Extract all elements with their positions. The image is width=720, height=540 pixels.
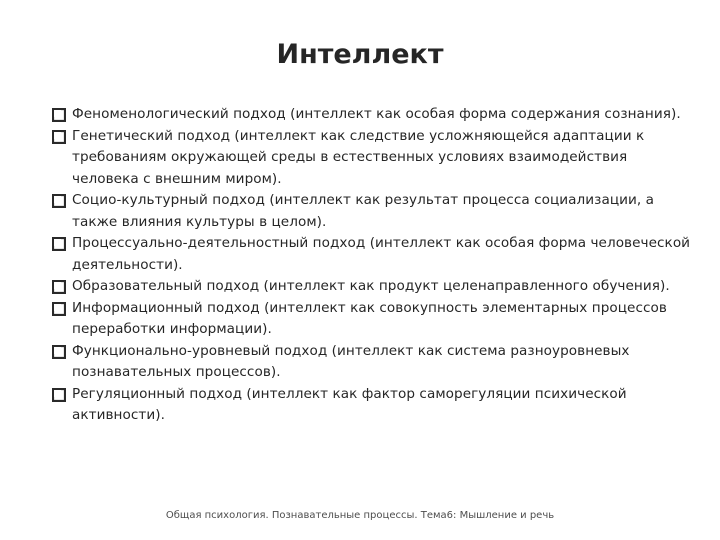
bullet-item: [52, 384, 697, 427]
checkbox-square-icon: [52, 237, 66, 251]
bullet-item: [52, 233, 697, 276]
bullet-item: [52, 341, 697, 384]
bullet-text: Информационный подход (интеллект как совокупность элементарных процессов переработки информации).: [72, 299, 667, 337]
checkbox-square-icon: [52, 130, 66, 144]
checkbox-square-icon: [52, 194, 66, 208]
slide-footer: Общая психология. Познавательные процессы. Тема6: Мышление и речь: [165, 510, 555, 521]
bullet-text: Социо-культурный подход (интеллект как результат процесса социализации, а также влияния культуры в целом).: [72, 192, 655, 230]
bullet-text: Процессуально-деятельностный подход (интеллект как особая форма человеческой деятельности).: [72, 235, 691, 273]
bullet-item: [52, 126, 697, 191]
bullet-item: [52, 190, 697, 233]
checkbox-square-icon: [52, 302, 66, 316]
slide-title: Интеллект: [276, 39, 444, 70]
bullet-text: Феноменологический подход (интеллект как особая форма содержания сознания).: [72, 106, 681, 122]
bullet-text: Регуляционный подход (интеллект как фактор саморегуляции психической активности).: [72, 385, 627, 423]
checkbox-square-icon: [52, 108, 66, 122]
bullet-text: Образовательный подход (интеллект как продукт целенаправленного обучения).: [72, 278, 670, 294]
bullet-list: [52, 104, 697, 427]
checkbox-square-icon: [52, 345, 66, 359]
bullet-item: [52, 276, 697, 298]
bullet-item: [52, 104, 697, 126]
bullet-text: Генетический подход (интеллект как следствие усложняющейся адаптации к требованиям окружающей среды в естественных условиях взаимодействия человека с внешним миром).: [72, 127, 645, 187]
bullet-item: [52, 298, 697, 341]
checkbox-square-icon: [52, 388, 66, 402]
checkbox-square-icon: [52, 280, 66, 294]
bullet-text: Функционально-уровневый подход (интеллект как система разноуровневых познавательных процессов).: [72, 342, 630, 380]
